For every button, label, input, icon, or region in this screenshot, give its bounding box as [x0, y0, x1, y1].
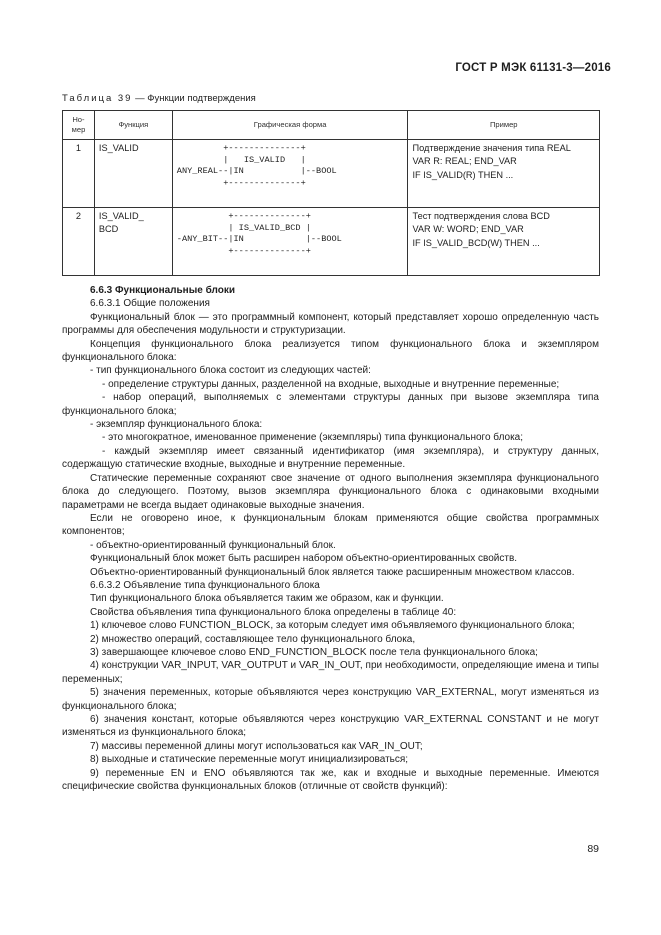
- fbd-diagram: +--------------+ | IS_VALID_BCD | -ANY_BIT--|IN |--BOOL +--------------+: [176, 211, 342, 256]
- list-item: - объектно-ориентированный функциональный блок.: [90, 539, 336, 551]
- example-line: Тест подтверждения слова BCD: [412, 211, 550, 221]
- subsection-heading: 6.6.3.1 Общие положения: [90, 298, 210, 310]
- list-item: - набор операций, выполняемых с элементами структуры данных при вызове экземпляра типа функционального блока;: [62, 392, 599, 417]
- table-caption-label: Таблица 39: [62, 93, 133, 104]
- numbered-item: 2) множество операций, составляющее тело функционального блока,: [90, 633, 416, 645]
- row-function: IS_VALID: [94, 140, 172, 208]
- paragraph: Функциональный блок — это программный компонент, который представляет хорошо определенную часть программы для обеспечения модульности и структуризации.: [62, 311, 599, 337]
- table-caption: [62, 93, 256, 104]
- row-number: 2: [63, 208, 95, 276]
- paragraph: Объектно-ориентированный функциональный блок является также расширенным множеством классов.: [90, 566, 575, 578]
- row-graphic: [172, 140, 408, 208]
- subsection-heading: 6.6.3.2 Объявление типа функционального блока: [90, 579, 320, 591]
- numbered-item: 8) выходные и статические переменные могут инициализироваться;: [90, 754, 409, 766]
- row-number: 1: [63, 140, 95, 208]
- list-item: - каждый экземпляр имеет связанный идентификатор (имя экземпляра), и структуру данных, содержащую статические входные, выходные и внутренние переменные.: [62, 445, 599, 471]
- section-heading: 6.6.3 Функциональные блоки: [90, 285, 235, 296]
- list-item: - определение структуры данных, разделенной на входные, выходные и внутренние переменные;: [102, 378, 560, 390]
- paragraph: Тип функционального блока объявляется таким же образом, как и функции.: [90, 593, 444, 605]
- numbered-item: 9) переменные EN и ENO объявляются так же, как и входные и выходные переменные. Имеются специфические свойства функциональных блоков (отличные от свойств функций):: [62, 767, 599, 793]
- example-line: IF IS_VALID(R) THEN ...: [412, 169, 514, 180]
- body-text: [62, 284, 599, 793]
- paragraph: Свойства объявления типа функционального блока определены в таблице 40:: [90, 606, 457, 618]
- paragraph: Статические переменные сохраняют свое значение от одного выполнения экземпляра функционального блока до следующего. Поэтому, вызов экземпляра функционального блока с одинаковыми входными параметрами не всегда выдает одинаковые выходные значения.: [62, 472, 599, 511]
- table-row: [63, 140, 600, 208]
- table-header-row: [63, 111, 600, 140]
- paragraph: Если не оговорено иное, к функциональным блокам применяются общие свойства программных компонентов;: [62, 512, 599, 538]
- row-function: IS_VALID_ BCD: [94, 208, 172, 276]
- row-graphic: [172, 208, 408, 276]
- example-line: Подтверждение значения типа REAL: [412, 143, 571, 153]
- numbered-item: 3) завершающее ключевое слово END_FUNCTION_BLOCK после тела функционального блока;: [90, 646, 538, 658]
- functions-table: [62, 110, 600, 276]
- list-item: - экземпляр функционального блока:: [90, 419, 263, 431]
- table-caption-title: — Функции подтверждения: [132, 93, 256, 104]
- fbd-diagram: +--------------+ | IS_VALID | ANY_REAL--|IN |--BOOL +--------------+: [176, 143, 337, 188]
- paragraph: Функциональный блок может быть расширен набором объектно-ориентированных свойств.: [90, 553, 518, 565]
- column-header-number: Но- мер: [63, 111, 95, 140]
- example-line: IF IS_VALID_BCD(W) THEN ...: [412, 237, 540, 248]
- list-item: - это многократное, именованное применение (экземпляры) типа функционального блока;: [102, 432, 524, 444]
- page-number: 89: [587, 843, 599, 855]
- numbered-item: 1) ключевое слово FUNCTION_BLOCK, за которым следует имя объявляемого функционального блока;: [90, 620, 575, 632]
- numbered-item: 5) значения переменных, которые объявляются через конструкцию VAR_EXTERNAL, могут изменяться из функционального блока;: [62, 687, 599, 712]
- column-header-example: Пример: [408, 111, 600, 140]
- numbered-item: 6) значения констант, которые объявляются через конструкцию VAR_EXTERNAL CONSTANT и не могут изменяться из функционального блока;: [62, 714, 599, 739]
- row-example: [408, 208, 600, 276]
- paragraph: Концепция функционального блока реализуется типом функционального блока и экземпляром функционального блока:: [62, 338, 599, 364]
- example-line: VAR R: REAL; END_VAR: [412, 156, 517, 167]
- table-row: [63, 208, 600, 276]
- list-item: - тип функционального блока состоит из следующих частей:: [90, 365, 371, 377]
- column-header-graphic: Графическая форма: [172, 111, 408, 140]
- numbered-item: 7) массивы переменной длины могут использоваться как VAR_IN_OUT;: [90, 740, 423, 752]
- numbered-item: 4) конструкции VAR_INPUT, VAR_OUTPUT и VAR_IN_OUT, при необходимости, определяющие имена и типы переменных;: [62, 660, 599, 685]
- row-example: [408, 140, 600, 208]
- column-header-function: Функция: [94, 111, 172, 140]
- example-line: VAR W: WORD; END_VAR: [412, 224, 524, 235]
- document-header: ГОСТ Р МЭК 61131-3—2016: [455, 62, 611, 74]
